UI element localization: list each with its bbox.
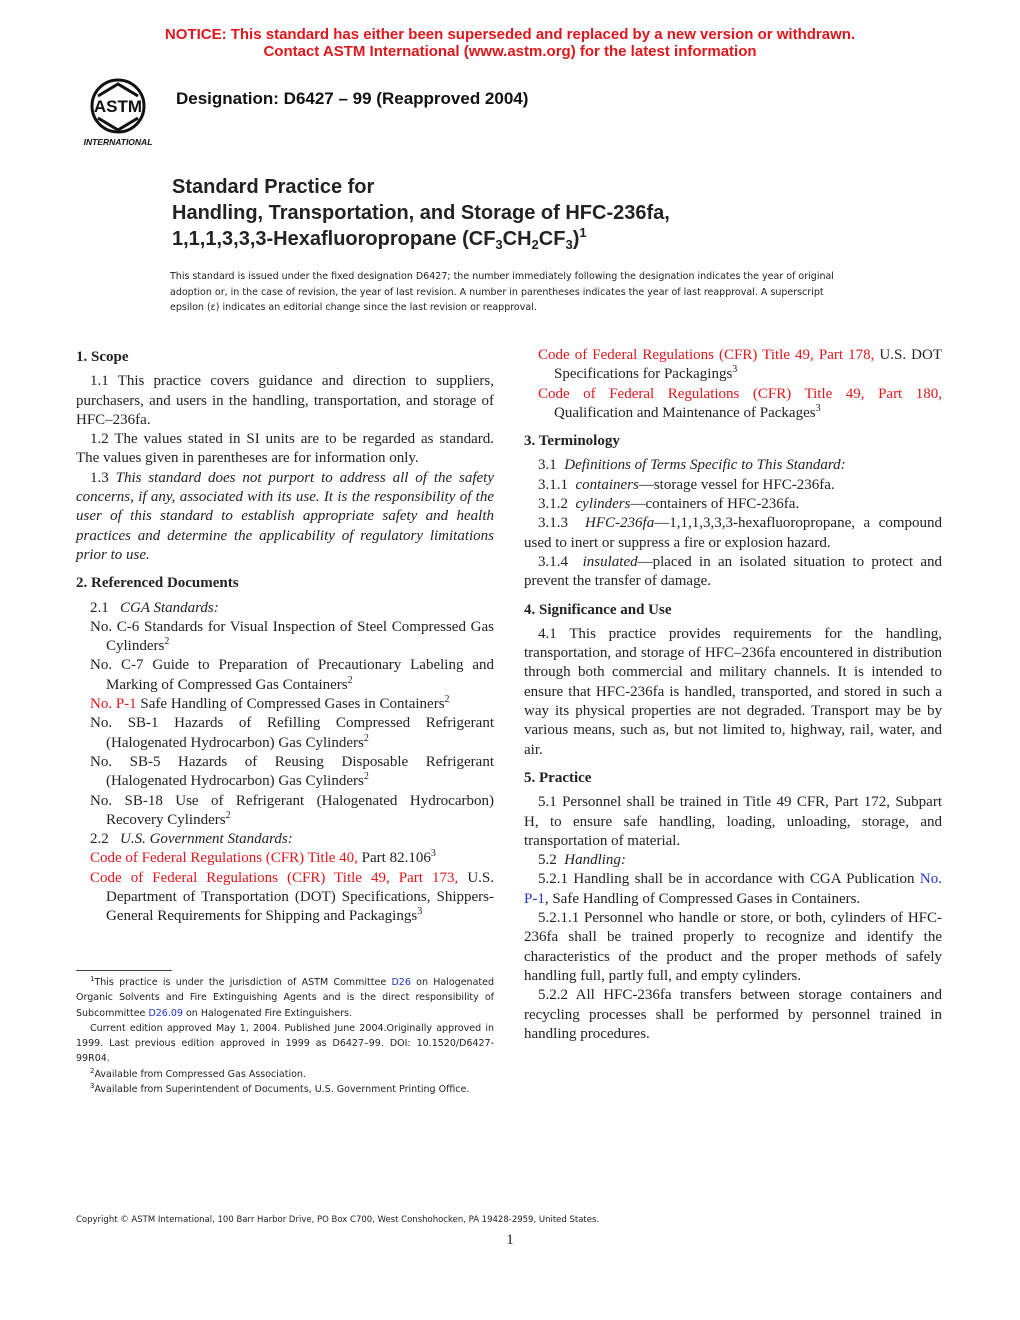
title-line-1: Standard Practice for (172, 176, 375, 198)
footnote-2: $^2$Available from Compressed Gas Association. (90, 1066, 306, 1080)
para-3-1-4: 3.1.4 insulated—placed in an isolated situation to protect and prevent the transfer of damage. (524, 553, 942, 590)
link-cfr-title-49-part-173[interactable]: Code of Federal Regulations (CFR) Title 49, Part 173, (90, 869, 459, 886)
left-column (76, 348, 494, 927)
notice-line-2: Contact ASTM International (www.astm.org) for the latest information (263, 43, 757, 60)
para-3-1-2: 3.1.2 cylinders—containers of HFC-236fa. (538, 496, 800, 513)
footnote-divider (76, 970, 172, 971)
para-1-1: 1.1 This practice covers guidance and direction to suppliers, purchasers, and users in the handling, transportation, and storage of HFC–236fa. (76, 373, 494, 428)
title-line-2: Handling, Transportation, and Storage of HFC-236fa, (172, 202, 670, 224)
ref-cfr-title-49-part-180: Code of Federal Regulations (CFR) Title 49, Part 180, Qualification and Maintenance of Packages$^3$ (538, 385, 942, 421)
para-5-2-1: 5.2.1 Handling shall be in accordance with CGA Publication No. P-1, Safe Handling of Compressed Gases in Containers. (524, 871, 942, 907)
para-3-1-1: 3.1.1 containers—storage vessel for HFC-236fa. (538, 476, 835, 493)
document-title (172, 174, 670, 252)
page-number: 1 (506, 1232, 514, 1248)
para-5-1: 5.1 Personnel shall be trained in Title 49 CFR, Part 172, Subpart H, to ensure safe handling, loading, unloading, storage, and transportation of material. (524, 794, 942, 849)
ref-cga-p1: No. P-1 Safe Handling of Compressed Gases in Containers$^2$ (90, 694, 450, 713)
link-committee-d26[interactable]: D26 (391, 977, 411, 988)
section-heading-practice: 5. Practice (524, 769, 592, 786)
designation: Designation: D6427 – 99 (Reapproved 2004) (176, 89, 529, 108)
link-cfr-title-49-part-180[interactable]: Code of Federal Regulations (CFR) Title 49, Part 180, (538, 385, 942, 402)
ref-cga-c6: No. C-6 Standards for Visual Inspection of Steel Compressed Gas Cylinders$^2$ (90, 618, 494, 655)
para-1-2: 1.2 The values stated in SI units are to be regarded as standard. The values given in parentheses are for information only. (76, 431, 494, 467)
footnote-1: $^1$This practice is under the jurisdiction of ASTM Committee D26 on Halogenated Organic Solvents and Fire Extinguishing Agents and is the direct responsibility of Subcommittee D26.09 on Halogenated Fire Extinguishers. (76, 975, 494, 1019)
para-3-1: 3.1 Definitions of Terms Specific to This Standard: (538, 457, 846, 474)
ref-cga-c7: No. C-7 Guide to Preparation of Precautionary Labeling and Marking of Compressed Gas Containers$^2$ (90, 657, 494, 693)
footnote-1-edition: Current edition approved May 1, 2004. Published June 2004.Originally approved in 1999. Last previous edition approved in 1999 as D6427–99. DOI: 10.1520/D6427-99R04. (76, 1022, 494, 1065)
para-5-2-1-1: 5.2.1.1 Personnel who handle or store, or both, cylinders of HFC-236fa shall be trained properly to recognize and identify the characteristics of the product and the proper methods of safely handling full, partly full, and empty cylinders. (524, 910, 942, 984)
link-cfr-title-49-part-178[interactable]: Code of Federal Regulations (CFR) Title 49, Part 178, (538, 347, 875, 363)
notice-line-1: NOTICE: This standard has either been superseded and replaced by a new version or withdrawn. (164, 26, 856, 43)
para-3-1-3: 3.1.3 HFC-236fa—1,1,1,3,3,3-hexafluoropropane, a compound used to inert or suppress a fire or explosion hazard. (524, 515, 942, 551)
right-column (524, 346, 942, 1044)
section-heading-referenced-documents: 2. Referenced Documents (76, 575, 239, 592)
ref-cfr-title-49-part-173: Code of Federal Regulations (CFR) Title 49, Part 173, U.S. Department of Transportation (DOT) Specifications, Shippers-General Requirements for Shipping and Packagings$^3$ (90, 869, 494, 925)
section-heading-terminology: 3. Terminology (524, 433, 620, 450)
supersede-notice (0, 26, 1020, 60)
issuance-statement: This standard is issued under the fixed designation D6427; the number immediately following the designation indicates the year of original adoption or, in the case of revision, the year of last revision. A number in parentheses indicates the year of last reapproval. A superscript epsilon (ε) indicates an editorial change since the last revision or reapproval. (170, 271, 834, 313)
logo-astm-text: ASTM (93, 97, 143, 116)
link-cga-p1[interactable]: No. P-1 (90, 696, 137, 713)
para-4-1: 4.1 This practice provides requirements for the handling, transportation, and storage of HFC–236fa encountered in distribution through both commercial and military channels. It is intended to ensure that HFC-236fa is handled, transported, and stored in such a way its physical properties are not degraded. Transport may be by various means, such as, but not limited to, highway, rail, water, and air. (524, 625, 942, 758)
ref-cga-sb18: No. SB-18 Use of Refrigerant (Halogenated Hydrocarbon) Recovery Cylinders$^2$ (90, 792, 494, 828)
ref-cfr-title-40: Code of Federal Regulations (CFR) Title 40, Part 82.106$^3$ (90, 848, 436, 867)
para-2-2: 2.2 U.S. Government Standards: (90, 831, 293, 848)
section-heading-scope: 1. Scope (76, 349, 129, 365)
link-cga-p1-inline[interactable]: No. P-1 (524, 871, 942, 907)
logo-international-text: INTERNATIONAL (83, 137, 153, 147)
ref-cga-sb1: No. SB-1 Hazards of Refilling Compressed Refrigerant (Halogenated Hydrocarbon) Gas Cylinders$^2$ (90, 715, 494, 751)
footnotes (76, 975, 494, 1097)
para-2-1: 2.1 CGA Standards: (90, 599, 219, 616)
footnote-3: $^3$Available from Superintendent of Documents, U.S. Government Printing Office. (90, 1082, 470, 1096)
section-heading-significance-and-use: 4. Significance and Use (524, 601, 672, 618)
para-5-2-2: 5.2.2 All HFC-236fa transfers between storage containers and recycling processes shall be performed by personnel trained in handling procedures. (524, 987, 942, 1042)
title-footnote-ref: 1 (579, 225, 587, 240)
para-1-3: 1.3 This standard does not purport to address all of the safety concerns, if any, associated with its use. It is the responsibility of the user of this standard to establish appropriate safety and health practices and determine the applicability of regulatory limitations prior to use. (76, 469, 495, 563)
title-line-3: 1,1,1,3,3,3-Hexafluoropropane $(CF_3CH_2CF_3)^1$ (172, 225, 587, 252)
para-5-2: 5.2 Handling: (538, 852, 626, 869)
ref-cga-sb5: No. SB-5 Hazards of Reusing Disposable Refrigerant (Halogenated Hydrocarbon) Gas Cylinders$^2$ (90, 753, 494, 790)
ref-cfr-title-49-part-178: Code of Federal Regulations (CFR) Title 49, Part 178, U.S. DOT Specifications for Packagings$^3$ (538, 347, 942, 383)
copyright-line: Copyright © ASTM International, 100 Barr Harbor Drive, PO Box C700, West Conshohocken, PA 19428-2959, United States. (76, 1215, 600, 1225)
link-cfr-title-40[interactable]: Code of Federal Regulations (CFR) Title 40, (90, 850, 358, 867)
astm-logo-icon (76, 74, 160, 148)
link-subcommittee-d26-09[interactable]: D26.09 (148, 1007, 183, 1019)
